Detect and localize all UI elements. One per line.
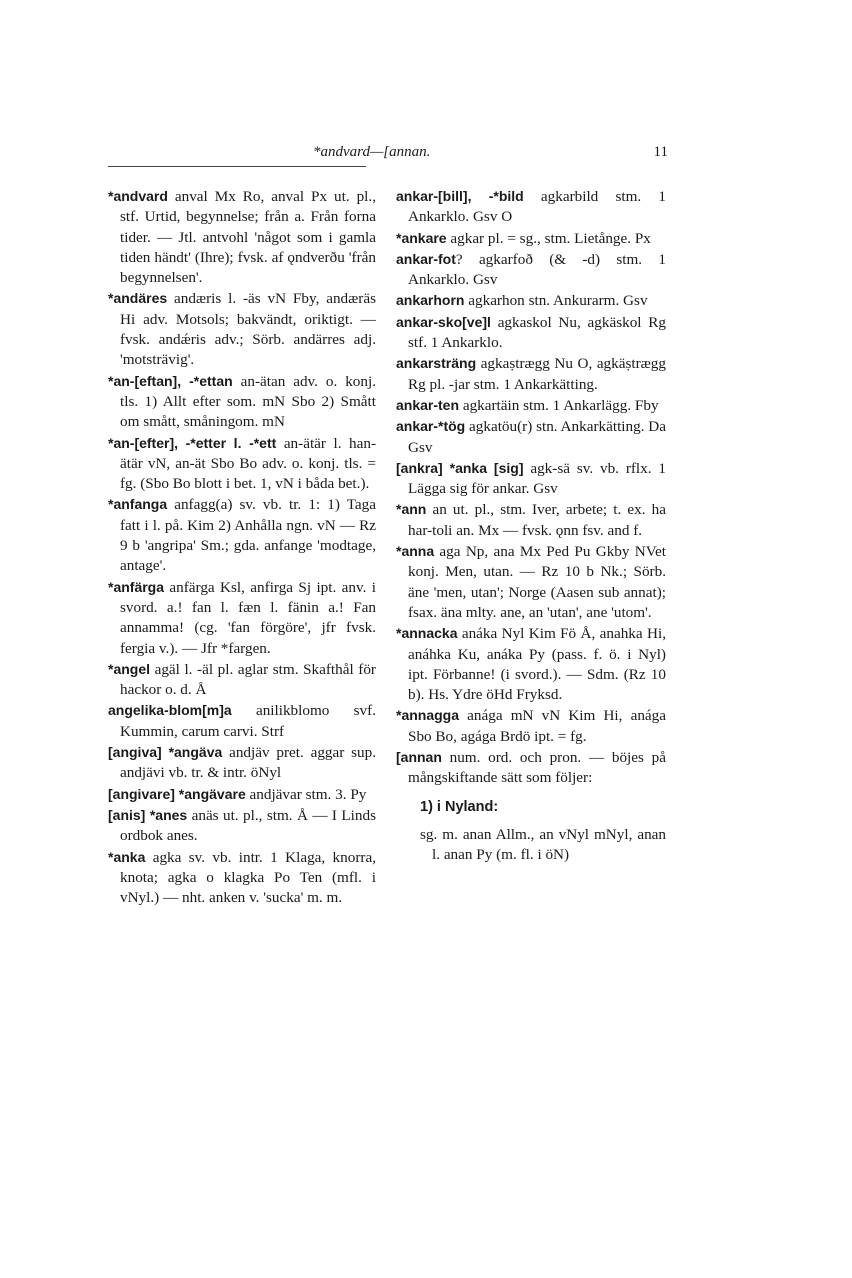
entry-headword: [anis] *anes [108, 806, 188, 823]
dictionary-entry [108, 371, 376, 433]
dictionary-entry [108, 186, 376, 288]
entry-definition: agäl l. -äl pl. aglar stm. Skafthål för hackor o. d. Å [120, 660, 376, 699]
dictionary-entry [108, 288, 376, 370]
entry-headword: *anna [396, 543, 435, 560]
entry-headword: *angel [108, 660, 151, 677]
entry-headword: [annan [396, 749, 442, 766]
entry-headword: *annacka [396, 625, 458, 642]
page-number: 11 [653, 144, 668, 160]
entry-definition: anfärga Ksl, anfirga Sj ipt. anv. i svord. a.! fan l. fæn l. fänin a.! Fan annamma! (cg. 'fan förgöre', jfr fvsk. fergia v.). — Jfr *fargen. [120, 578, 376, 657]
header-rule [108, 166, 366, 167]
entry-definition: agkartäin stm. 1 Ankarlägg. Fby [459, 396, 659, 414]
entry-definition: an-ätan adv. o. konj. tls. 1) Allt efter som. mN Sbo 2) Smått om smått, småningom. mN [120, 372, 376, 431]
entry-definition: ? agkarfoð (& -d) stm. 1 Ankarklo. Gsv [408, 250, 666, 289]
entry-definition: anäs ut. pl., stm. Å — I Linds ordbok anes. [120, 806, 376, 845]
entry-headword: *an-[efter], -*etter l. -*ett [108, 434, 277, 451]
entry-headword: *andäres [108, 290, 168, 307]
entry-headword: ankarsträng [396, 355, 477, 372]
entry-headword: ankar-ten [396, 396, 460, 413]
entry-definition: an ut. pl., stm. Iver, arbete; t. ex. ha har-toli an. Mx — fvsk. ǫnn fsv. and f. [408, 501, 666, 539]
entry-headword: ankar-[bill], -*bild [396, 188, 524, 204]
dictionary-entry [108, 577, 376, 659]
entry-headword: ankar-*tög [396, 418, 466, 435]
entry-definition: an-ätär l. han-ätär vN, an-ät Sbo Bo adv. o. konj. tls. = fg. (Sbo Bo blott i bet. 1, vN i båda bet.). [120, 434, 376, 493]
entry-definition: agkar pl. = sg., stm. Lietånge. Px [446, 229, 651, 247]
entry-definition: agkatöu(r) stn. Ankarkätting. Da Gsv [408, 418, 666, 456]
entry-definition: anilikblomo svf. Kummin, carum carvi. Strf [120, 702, 376, 740]
entry-definition: anfagg(a) sv. vb. tr. 1: 1) Taga fatt i l. på. Kim 2) Anhålla ngn. vN — Rz 9 b 'angripa' Sm.; gda. anfange 'modtage, antage'. [120, 496, 376, 575]
entry-headword: *ankare [396, 229, 447, 246]
entry-headword: [angiva] *angäva [108, 744, 223, 761]
left-column [108, 186, 376, 908]
dictionary-entry [108, 805, 376, 847]
entry-definition: num. ord. och pron. — böjes på mångskiftande sätt som följer: [408, 749, 666, 787]
entry-headword: ankar-sko[ve]l [396, 313, 491, 330]
entry-definition: agkarbild stm. 1 Ankarklo. Gsv O [408, 188, 666, 226]
entry-headword: *andvard [108, 188, 168, 204]
entry-definition: anval Mx Ro, anval Px ut. pl., stf. Urtid, begynnelse; från a. Från forna tider. — Jtl. antvohl 'något som i gamla tiden händt' (Ihre); fvsk. af ǫndverðu 'från begynnelsen'. [120, 188, 376, 287]
entry-headword: *ann [396, 501, 427, 518]
entry-headword: angelika-blom[m]a [108, 702, 232, 719]
dictionary-entry [108, 700, 376, 742]
dictionary-entry [396, 499, 666, 541]
entry-definition: agkaskol Nu, agkäskol Rg stf. 1 Ankarklo. [408, 313, 666, 352]
dictionary-entry [396, 458, 666, 500]
dictionary-entry [396, 290, 666, 311]
entry-definition: andjävar stm. 3. Py [245, 785, 367, 803]
dictionary-entry [396, 705, 666, 747]
entry-headword: [angivare] *angävare [108, 785, 246, 802]
right-entries [396, 186, 666, 789]
dictionary-entry [396, 186, 666, 228]
entry-definition: agkaṣtrægg Nu O, agkäṣtrægg Rg pl. -jar stm. 1 Ankarkätting. [408, 355, 666, 393]
dictionary-entry [396, 249, 666, 291]
dictionary-entry [396, 541, 666, 623]
subsection-text: sg. m. anan Allm., an vNyl mNyl, anan l. anan Py (m. fl. i öN) [420, 825, 666, 864]
entry-headword: *anka [108, 848, 146, 865]
dictionary-entry [108, 433, 376, 495]
dictionary-entry [396, 395, 666, 416]
page-header [108, 144, 668, 166]
entry-headword: ankar-fot [396, 250, 456, 267]
entry-definition: andæris l. -äs vN Fby, andæräs Hi adv. Motsols; bakvändt, oriktigt. — fvsk. andǽris adv.; Sörb. andärres adj. 'motsträvig'. [120, 290, 376, 369]
entry-definition: andjäv pret. aggar sup. andjävi vb. tr. & intr. öNyl [120, 744, 377, 782]
right-column [396, 186, 666, 866]
dictionary-entry [396, 416, 666, 458]
entry-headword: *an-[eftan], -*ettan [108, 372, 233, 389]
entry-definition: agka sv. vb. intr. 1 Klaga, knorra, knota; agka o klagka Po Ten (mfl. i vNyl.) — nht. anken v. 'sucka' m. m. [120, 848, 376, 907]
entry-headword: *anfanga [108, 496, 168, 513]
entry-headword: ankarhorn [396, 292, 465, 309]
dictionary-entry [108, 659, 376, 701]
entry-definition: anáka Nyl Kim Fö Å, anahka Hi, anáhka Ku, anáka Py (pass. f. ö. i Nyl) ipt. Förbanne! (i svord.). — Sdm. (Rz 10 b). Hs. Ydre öHd Fryksd. [408, 625, 666, 704]
dictionary-entry [108, 742, 376, 784]
dictionary-entry [396, 623, 666, 705]
entry-definition: agkarhon stn. Ankurarm. Gsv [464, 292, 648, 310]
subsection-heading [396, 797, 666, 817]
dictionary-entry [108, 494, 376, 576]
dictionary-entry [108, 847, 376, 909]
dictionary-entry [108, 784, 376, 805]
subsection-label: 1) i Nyland: [420, 798, 499, 815]
running-title: *andvard—[annan. [313, 144, 431, 160]
entry-definition: anága mN vN Kim Hi, anága Sbo Bo, agága Brdö ipt. = fg. [408, 707, 666, 745]
dictionary-entry [396, 312, 666, 354]
entry-headword: *anfärga [108, 578, 165, 595]
dictionary-entry [396, 353, 666, 395]
dictionary-entry [396, 747, 666, 789]
entry-definition: agk-sä sv. vb. rflx. 1 Lägga sig för ankar. Gsv [408, 459, 666, 498]
entry-headword: [ankra] *anka [sig] [396, 459, 524, 476]
dictionary-entry [396, 228, 666, 249]
entry-headword: *annagga [396, 707, 460, 724]
entry-definition: aga Np, ana Mx Ped Pu Gkby NVet konj. Men, utan. — Rz 10 b Nk.; Sörb. äne 'men, utan'; Norge (Aasen sub annat); fsax. äna mlty. ane, an 'utan', ane 'utom'. [408, 543, 666, 621]
